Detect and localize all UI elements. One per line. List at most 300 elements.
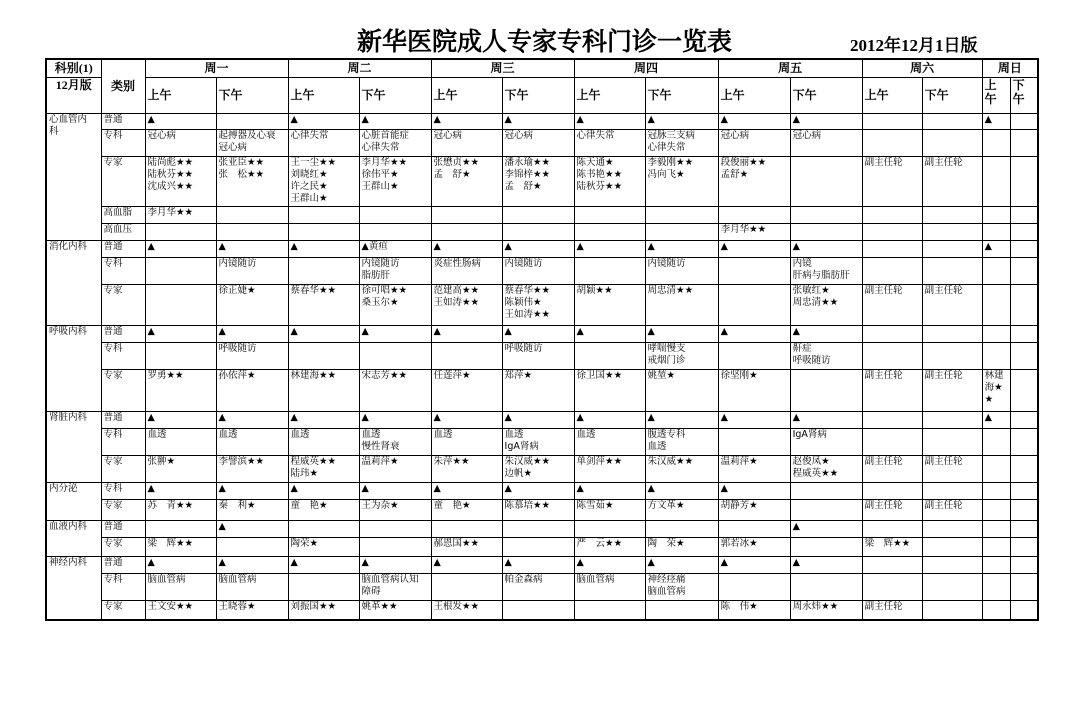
- schedule-cell: [574, 206, 645, 223]
- schedule-cell: ▲: [216, 482, 288, 499]
- schedule-cell: [922, 223, 982, 240]
- schedule-cell: [862, 342, 922, 369]
- schedule-cell: [862, 556, 922, 573]
- schedule-cell: [502, 537, 574, 556]
- schedule-cell: 帕金森病: [502, 573, 574, 600]
- schedule-cell: ▲: [288, 556, 359, 573]
- schedule-cell: [359, 342, 431, 369]
- schedule-cell: 陶荣★: [288, 537, 359, 556]
- schedule-cell: 王为杂★: [359, 499, 431, 520]
- schedule-cell: 副主任轮: [922, 156, 982, 206]
- schedule-cell: ▲: [502, 240, 574, 257]
- schedule-cell: ▲: [431, 325, 502, 342]
- schedule-cell: [790, 537, 862, 556]
- schedule-cell: 胡颖★★: [574, 284, 645, 325]
- clinic-type-cell: 普通: [101, 113, 145, 129]
- schedule-cell: 陶 荣★: [645, 537, 718, 556]
- schedule-cell: ▲: [288, 240, 359, 257]
- schedule-cell: ▲: [645, 240, 718, 257]
- schedule-cell: 副主任轮: [862, 369, 922, 411]
- schedule-cell: 蔡春华★★ 陈颖伟★ 王如涛★★: [502, 284, 574, 325]
- schedule-cell: [1010, 284, 1038, 325]
- schedule-cell: 陈天通★ 陈书艳★★ 陆秋芬★★: [574, 156, 645, 206]
- schedule-cell: 内镜随访 脂肪肝: [359, 257, 431, 284]
- clinic-type-cell: 专科: [101, 129, 145, 156]
- schedule-cell: [862, 520, 922, 537]
- schedule-cell: [790, 206, 862, 223]
- schedule-cell: [431, 342, 502, 369]
- schedule-cell: [982, 428, 1010, 455]
- schedule-cell: ▲: [645, 556, 718, 573]
- schedule-cell: 王文安★★: [145, 600, 216, 620]
- schedule-cell: [922, 325, 982, 342]
- schedule-cell: [718, 206, 790, 223]
- schedule-cell: 周永炜★★: [790, 600, 862, 620]
- table-row: [46, 206, 1038, 223]
- schedule-cell: 李月华★★: [145, 206, 216, 223]
- schedule-cell: [982, 129, 1010, 156]
- table-row: [46, 537, 1038, 556]
- schedule-cell: [216, 223, 288, 240]
- schedule-cell: ▲黄疸: [359, 240, 431, 257]
- schedule-cell: ▲: [288, 113, 359, 129]
- schedule-cell: ▲: [982, 240, 1010, 257]
- schedule-cell: 内镜 肝病与脂肪肝: [790, 257, 862, 284]
- schedule-cell: [288, 520, 359, 537]
- table-row: [46, 156, 1038, 206]
- schedule-cell: 郭若冰★: [718, 537, 790, 556]
- pm-header: 下午: [502, 77, 574, 113]
- schedule-cell: [431, 223, 502, 240]
- schedule-cell: 心脏首能症 心律失常: [359, 129, 431, 156]
- schedule-cell: [145, 284, 216, 325]
- schedule-cell: 炎症性肠病: [431, 257, 502, 284]
- schedule-cell: [982, 537, 1010, 556]
- schedule-cell: ▲: [216, 556, 288, 573]
- schedule-cell: 李月华★★ 徐伟平★ 王群山★: [359, 156, 431, 206]
- clinic-type-cell: 专家: [101, 600, 145, 620]
- schedule-cell: [359, 223, 431, 240]
- schedule-cell: 秦 利★: [216, 499, 288, 520]
- schedule-cell: [359, 520, 431, 537]
- schedule-cell: 冠心病: [502, 129, 574, 156]
- schedule-cell: 血透 慢性肾衰: [359, 428, 431, 455]
- schedule-cell: ▲: [790, 113, 862, 129]
- schedule-cell: 郝恩国★★: [431, 537, 502, 556]
- schedule-cell: 血透 IgA肾病: [502, 428, 574, 455]
- schedule-cell: ▲: [645, 113, 718, 129]
- schedule-cell: 孙依萍★: [216, 369, 288, 411]
- am-header: 上午: [574, 77, 645, 113]
- schedule-cell: [1010, 156, 1038, 206]
- schedule-cell: ▲: [718, 325, 790, 342]
- schedule-cell: 呼吸随访: [502, 342, 574, 369]
- schedule-cell: [502, 600, 574, 620]
- schedule-cell: [790, 482, 862, 499]
- table-row: [46, 113, 1038, 129]
- schedule-cell: ▲: [145, 240, 216, 257]
- schedule-cell: [982, 600, 1010, 620]
- schedule-cell: [1010, 223, 1038, 240]
- department-cell: 内分泌: [46, 482, 101, 520]
- schedule-cell: ▲: [574, 325, 645, 342]
- schedule-cell: ▲: [216, 325, 288, 342]
- schedule-cell: [718, 520, 790, 537]
- schedule-cell: 徐坚刚★: [718, 369, 790, 411]
- schedule-cell: 梁 辉★★: [862, 537, 922, 556]
- table-row: [46, 455, 1038, 482]
- schedule-cell: [718, 257, 790, 284]
- day-header-wed: 周三: [431, 59, 574, 77]
- schedule-cell: 血透: [431, 428, 502, 455]
- schedule-cell: 脑血管病: [574, 573, 645, 600]
- department-cell: 消化内科: [46, 240, 101, 325]
- schedule-cell: [288, 206, 359, 223]
- am-header: 上 午: [982, 77, 1010, 113]
- schedule-cell: [862, 240, 922, 257]
- schedule-cell: [1010, 455, 1038, 482]
- schedule-cell: [288, 257, 359, 284]
- schedule-cell: 苏 青★★: [145, 499, 216, 520]
- schedule-cell: [862, 223, 922, 240]
- schedule-cell: [645, 223, 718, 240]
- schedule-cell: [862, 411, 922, 428]
- am-header: 上午: [862, 77, 922, 113]
- schedule-cell: 呼吸随访: [216, 342, 288, 369]
- clinic-type-cell: 专家: [101, 156, 145, 206]
- schedule-cell: [502, 520, 574, 537]
- schedule-cell: [922, 113, 982, 129]
- schedule-cell: 刘振国★★: [288, 600, 359, 620]
- schedule-cell: [216, 537, 288, 556]
- schedule-cell: 脑血管病: [145, 573, 216, 600]
- schedule-cell: [216, 206, 288, 223]
- schedule-cell: ▲: [359, 482, 431, 499]
- schedule-cell: [1010, 325, 1038, 342]
- schedule-cell: [862, 257, 922, 284]
- schedule-cell: 内镜随访: [645, 257, 718, 284]
- am-header: 上午: [145, 77, 216, 113]
- day-header-mon: 周一: [145, 59, 288, 77]
- pm-header: 下 午: [1010, 77, 1038, 113]
- schedule-cell: 林建 海★ ★: [982, 369, 1010, 411]
- clinic-type-cell: 普通: [101, 240, 145, 257]
- schedule-cell: [922, 573, 982, 600]
- table-row: [46, 257, 1038, 284]
- schedule-cell: [359, 206, 431, 223]
- schedule-cell: ▲: [431, 240, 502, 257]
- schedule-cell: [982, 455, 1010, 482]
- table-row: [46, 240, 1038, 257]
- schedule-cell: [431, 520, 502, 537]
- schedule-cell: ▲: [574, 556, 645, 573]
- schedule-cell: ▲: [790, 556, 862, 573]
- table-row: [46, 411, 1038, 428]
- schedule-cell: ▲: [982, 411, 1010, 428]
- schedule-cell: [982, 325, 1010, 342]
- schedule-cell: 哮喘慢支 戒烟门诊: [645, 342, 718, 369]
- table-row: [46, 499, 1038, 520]
- schedule-cell: 周忠清★★: [645, 284, 718, 325]
- schedule-cell: [718, 342, 790, 369]
- schedule-cell: 副主任轮: [862, 156, 922, 206]
- schedule-cell: 脑血管病认知 障碍: [359, 573, 431, 600]
- schedule-cell: 罗勇★★: [145, 369, 216, 411]
- clinic-type-cell: 专家: [101, 369, 145, 411]
- schedule-cell: [574, 342, 645, 369]
- schedule-cell: 朱萍★★: [431, 455, 502, 482]
- schedule-cell: [645, 206, 718, 223]
- am-header: 上午: [718, 77, 790, 113]
- schedule-cell: 方文革★: [645, 499, 718, 520]
- schedule-table: [45, 58, 1039, 621]
- schedule-cell: [145, 342, 216, 369]
- schedule-cell: ▲: [502, 325, 574, 342]
- schedule-cell: [574, 257, 645, 284]
- table-row: [46, 342, 1038, 369]
- department-cell: 神经内科: [46, 556, 101, 620]
- schedule-cell: [922, 342, 982, 369]
- schedule-cell: 朱汉威★★ 边帆★: [502, 455, 574, 482]
- day-header-tue: 周二: [288, 59, 431, 77]
- schedule-cell: ▲: [645, 482, 718, 499]
- schedule-cell: [790, 499, 862, 520]
- schedule-cell: ▲: [718, 556, 790, 573]
- edition-date: 2012年12月1日版: [850, 36, 978, 55]
- schedule-cell: 张敏红★ 周忠清★★: [790, 284, 862, 325]
- schedule-cell: ▲: [288, 482, 359, 499]
- clinic-type-cell: 专家: [101, 499, 145, 520]
- schedule-cell: [1010, 342, 1038, 369]
- schedule-cell: [790, 156, 862, 206]
- schedule-cell: 温莉萍★: [359, 455, 431, 482]
- schedule-cell: 朱汉威★★: [645, 455, 718, 482]
- day-header-thu: 周四: [574, 59, 718, 77]
- schedule-cell: ▲: [359, 113, 431, 129]
- schedule-cell: [288, 223, 359, 240]
- schedule-cell: [982, 156, 1010, 206]
- schedule-cell: ▲: [359, 325, 431, 342]
- schedule-cell: ▲: [790, 411, 862, 428]
- schedule-cell: [922, 537, 982, 556]
- schedule-cell: 冠心病: [431, 129, 502, 156]
- department-cell: 心血管内 科: [46, 113, 101, 240]
- schedule-cell: ▲: [718, 411, 790, 428]
- schedule-cell: ▲: [216, 240, 288, 257]
- day-header-fri: 周五: [718, 59, 862, 77]
- schedule-cell: 冠心病: [718, 129, 790, 156]
- schedule-cell: ▲: [359, 556, 431, 573]
- schedule-cell: 副主任轮: [922, 284, 982, 325]
- schedule-cell: ▲: [790, 240, 862, 257]
- schedule-cell: 王一尘★★ 刘晓红★ 许之民★ 王群山★: [288, 156, 359, 206]
- schedule-cell: 副主任轮: [862, 284, 922, 325]
- schedule-cell: ▲: [645, 325, 718, 342]
- schedule-cell: [145, 257, 216, 284]
- schedule-cell: 温莉萍★: [718, 455, 790, 482]
- schedule-cell: ▲: [718, 482, 790, 499]
- schedule-cell: 张翀★: [145, 455, 216, 482]
- schedule-cell: [1010, 206, 1038, 223]
- schedule-cell: [862, 325, 922, 342]
- schedule-cell: [982, 573, 1010, 600]
- schedule-cell: 姚堃★: [645, 369, 718, 411]
- schedule-cell: ▲: [718, 113, 790, 129]
- schedule-cell: ▲: [288, 325, 359, 342]
- schedule-cell: [1010, 129, 1038, 156]
- schedule-cell: 陆尚彪★★ 陆秋芬★★ 沈成兴★★: [145, 156, 216, 206]
- schedule-cell: ▲: [502, 482, 574, 499]
- schedule-cell: [359, 537, 431, 556]
- table-row: [46, 520, 1038, 537]
- schedule-cell: [1010, 520, 1038, 537]
- schedule-cell: [862, 129, 922, 156]
- schedule-cell: [431, 206, 502, 223]
- schedule-cell: ▲: [574, 482, 645, 499]
- schedule-cell: [1010, 369, 1038, 411]
- department-cell: 肾脏内科: [46, 411, 101, 482]
- schedule-cell: [645, 520, 718, 537]
- schedule-cell: [982, 257, 1010, 284]
- schedule-cell: ▲: [145, 411, 216, 428]
- schedule-cell: ▲: [145, 556, 216, 573]
- schedule-cell: [1010, 537, 1038, 556]
- schedule-cell: 冠心病: [145, 129, 216, 156]
- clinic-type-cell: 专家: [101, 537, 145, 556]
- schedule-cell: ▲: [145, 325, 216, 342]
- schedule-cell: 陈慕培★★: [502, 499, 574, 520]
- schedule-cell: 郑萍★: [502, 369, 574, 411]
- schedule-cell: 赵俊凤★ 程威英★★: [790, 455, 862, 482]
- schedule-cell: [922, 428, 982, 455]
- table-row: [46, 556, 1038, 573]
- clinic-type-cell: 专科: [101, 257, 145, 284]
- schedule-cell: 副主任轮: [862, 499, 922, 520]
- table-row: [46, 223, 1038, 240]
- pm-header: 下午: [922, 77, 982, 113]
- department-cell: 血液内科: [46, 520, 101, 556]
- schedule-cell: 段俊丽★★ 孟舒★: [718, 156, 790, 206]
- schedule-cell: [1010, 600, 1038, 620]
- schedule-cell: [922, 520, 982, 537]
- schedule-cell: [922, 257, 982, 284]
- schedule-cell: 腹透专科 血透: [645, 428, 718, 455]
- schedule-cell: 徐可唱★★ 桑玉尔★: [359, 284, 431, 325]
- schedule-cell: [502, 223, 574, 240]
- schedule-cell: [1010, 240, 1038, 257]
- table-row: [46, 482, 1038, 499]
- schedule-cell: [1010, 113, 1038, 129]
- schedule-cell: 心律失常: [574, 129, 645, 156]
- schedule-cell: [790, 223, 862, 240]
- schedule-cell: 徐正婕★: [216, 284, 288, 325]
- schedule-cell: [645, 600, 718, 620]
- schedule-cell: [862, 428, 922, 455]
- schedule-cell: [718, 573, 790, 600]
- schedule-cell: 王根发★★: [431, 600, 502, 620]
- clinic-type-cell: 普通: [101, 520, 145, 537]
- schedule-cell: 单剑萍★★: [574, 455, 645, 482]
- schedule-cell: 陈雪茹★: [574, 499, 645, 520]
- schedule-cell: 宋志芳★★: [359, 369, 431, 411]
- schedule-cell: ▲: [790, 520, 862, 537]
- schedule-cell: 童 艳★: [431, 499, 502, 520]
- schedule-cell: ▲: [288, 411, 359, 428]
- schedule-cell: 心律失常: [288, 129, 359, 156]
- schedule-cell: 血透: [288, 428, 359, 455]
- schedule-cell: 副主任轮: [922, 455, 982, 482]
- schedule-cell: [288, 573, 359, 600]
- schedule-cell: [922, 411, 982, 428]
- schedule-cell: 陈 伟★: [718, 600, 790, 620]
- clinic-type-cell: 普通: [101, 411, 145, 428]
- schedule-cell: [982, 284, 1010, 325]
- clinic-type-cell: 普通: [101, 556, 145, 573]
- schedule-cell: ▲: [502, 411, 574, 428]
- table-row: [46, 573, 1038, 600]
- schedule-cell: 内镜随访: [216, 257, 288, 284]
- schedule-cell: 副主任轮: [922, 369, 982, 411]
- schedule-cell: 副主任轮: [862, 455, 922, 482]
- schedule-cell: IgA肾病: [790, 428, 862, 455]
- table-row: [46, 600, 1038, 620]
- dept-header: 科别(1): [46, 59, 101, 77]
- schedule-cell: ▲: [502, 556, 574, 573]
- schedule-cell: ▲: [574, 411, 645, 428]
- schedule-cell: [574, 520, 645, 537]
- schedule-cell: ▲: [216, 520, 288, 537]
- schedule-cell: [145, 520, 216, 537]
- schedule-cell: 潘永瑜★★ 李锦梓★★ 孟 舒★: [502, 156, 574, 206]
- schedule-cell: 徐卫国★★: [574, 369, 645, 411]
- schedule-cell: [982, 206, 1010, 223]
- schedule-cell: [1010, 411, 1038, 428]
- schedule-cell: [922, 482, 982, 499]
- schedule-cell: [145, 223, 216, 240]
- clinic-type-cell: 专科: [101, 573, 145, 600]
- schedule-cell: ▲: [216, 411, 288, 428]
- schedule-cell: 范建高★★ 王如涛★★: [431, 284, 502, 325]
- schedule-cell: 张懋贞★★ 孟 舒★: [431, 156, 502, 206]
- schedule-cell: 鼾症 呼吸随访: [790, 342, 862, 369]
- schedule-cell: ▲: [790, 325, 862, 342]
- clinic-type-cell: 普通: [101, 325, 145, 342]
- clinic-type-cell: 专科: [101, 342, 145, 369]
- schedule-cell: [862, 206, 922, 223]
- am-header: 上午: [288, 77, 359, 113]
- schedule-cell: [502, 206, 574, 223]
- clinic-type-cell: 专科: [101, 428, 145, 455]
- schedule-cell: [1010, 556, 1038, 573]
- schedule-cell: [982, 499, 1010, 520]
- schedule-cell: 李毅刚★★ 冯向飞★: [645, 156, 718, 206]
- schedule-cell: 王晓蓉★: [216, 600, 288, 620]
- schedule-cell: 童 艳★: [288, 499, 359, 520]
- clinic-type-cell: 专家: [101, 284, 145, 325]
- pm-header: 下午: [216, 77, 288, 113]
- schedule-cell: [922, 600, 982, 620]
- schedule-cell: 副主任轮: [922, 499, 982, 520]
- schedule-cell: 林建海★★: [288, 369, 359, 411]
- schedule-cell: 冠心病: [790, 129, 862, 156]
- schedule-cell: 血透: [145, 428, 216, 455]
- schedule-cell: [1010, 428, 1038, 455]
- version-label: 12月版: [46, 77, 101, 113]
- schedule-cell: 血透: [216, 428, 288, 455]
- schedule-cell: [790, 573, 862, 600]
- pm-header: 下午: [359, 77, 431, 113]
- schedule-cell: [431, 573, 502, 600]
